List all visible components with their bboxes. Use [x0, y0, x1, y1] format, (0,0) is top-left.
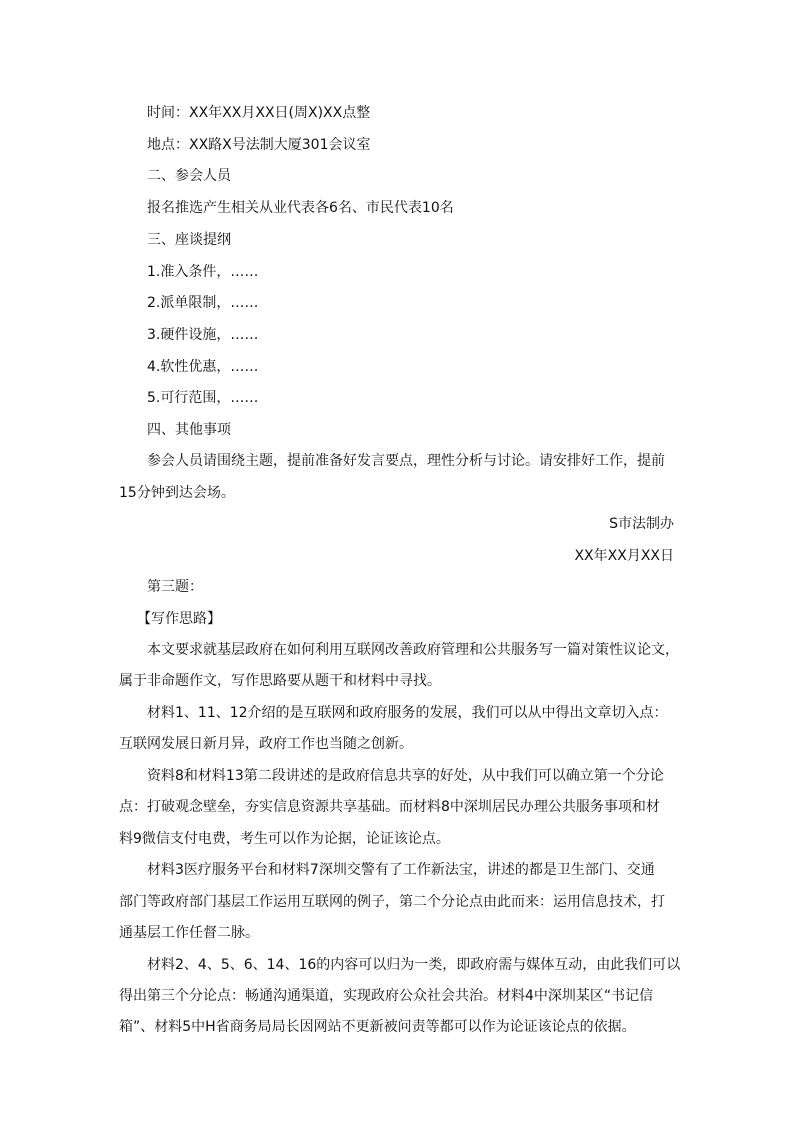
section-heading-outline: 三、座谈提纲: [147, 232, 231, 248]
paragraph-line: 箱”、材料5中H省商务局局长因网站不更新被问责等都可以作为论证该论点的依据。: [119, 1019, 636, 1035]
section-heading-participants: 二、参会人员: [147, 168, 231, 184]
writing-idea-heading: 【写作思路】: [137, 611, 221, 627]
signature-date: XX年XX月XX日: [574, 548, 674, 564]
paragraph-line: 资料8和材料13第二段讲述的是政府信息共享的好处，从中我们可以确立第一个分论: [147, 768, 664, 784]
paragraph-line: 15分钟到达会场。: [119, 485, 235, 501]
section-heading-other: 四、其他事项: [147, 422, 231, 438]
paragraph-line: 互联网发展日新月异，政府工作也当随之创新。: [119, 736, 413, 752]
paragraph-line: 材料3医疗服务平台和材料7深圳交警有了工作新法宝，讲述的都是卫生部门、交通: [147, 862, 655, 878]
outline-item: 5.可行范围，……: [147, 390, 259, 406]
paragraph-line: 点：打破观念壁垒，夯实信息资源共享基础。而材料8中深圳居民办理公共服务事项和材: [119, 799, 660, 815]
paragraph-line: 属于非命题作文，写作思路要从题干和材料中寻找。: [119, 673, 441, 689]
outline-item: 3.硬件设施，……: [147, 327, 259, 343]
paragraph-line: 部门等政府部门基层工作运用互联网的例子，第二个分论点由此而来：运用信息技术，打: [119, 894, 665, 910]
outline-item: 4.软性优惠，……: [147, 359, 259, 375]
question-heading: 第三题：: [147, 579, 203, 595]
paragraph-line: 通基层工作任督二脉。: [119, 925, 259, 941]
meeting-location: 地点：XX路X号法制大厦301会议室: [147, 137, 371, 153]
outline-item: 2.派单限制，……: [147, 295, 259, 311]
paragraph-line: 料9微信支付电费，考生可以作为论据，论证该论点。: [119, 831, 450, 847]
meeting-time: 时间：XX年XX月XX日(周X)XX点整: [147, 105, 371, 121]
outline-item: 1.准入条件，……: [147, 264, 259, 280]
signature-org: S市法制办: [609, 516, 674, 532]
paragraph-line: 材料1、11、12介绍的是互联网和政府服务的发展，我们可以从中得出文章切入点：: [147, 705, 668, 721]
paragraph-line: 材料2、4、5、6、14、16的内容可以归为一类，即政府需与媒体互动，由此我们可以: [147, 957, 681, 973]
paragraph-line: 本文要求就基层政府在如何利用互联网改善政府管理和公共服务写一篇对策性议论文，: [147, 642, 679, 658]
paragraph-line: 得出第三个分论点：畅通沟通渠道，实现政府公众社会共治。材料4中深圳某区“书记信: [119, 988, 654, 1004]
paragraph-line: 参会人员请围绕主题，提前准备好发言要点，理性分析与讨论。请安排好工作，提前: [147, 453, 665, 469]
participants-text: 报名推选产生相关从业代表各6名、市民代表10名: [147, 200, 454, 216]
